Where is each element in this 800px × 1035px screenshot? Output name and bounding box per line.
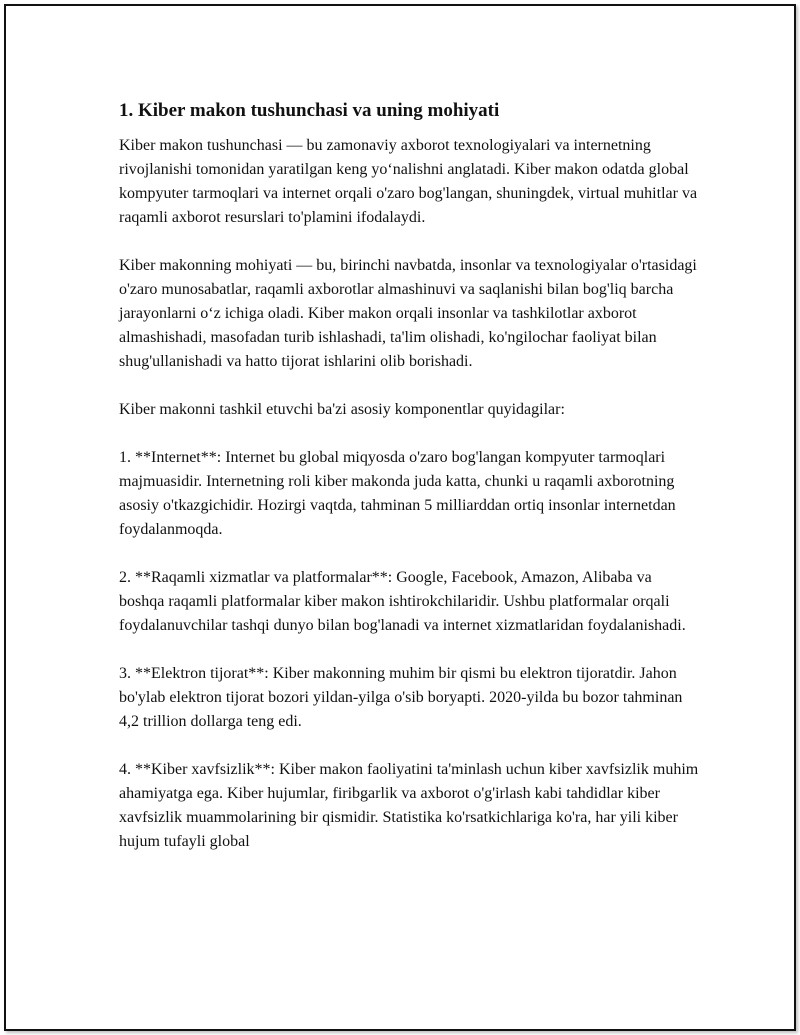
list-item-e-commerce: 3. **Elektron tijorat**: Kiber makonning muhim bir qismi bu elektron tijoratdir. Jahon bo'ylab elektron tijorat bozori yildan-yilga o'sib boryapti. 2020-yilda bu bozor tahminan 4,2 trillion dollarga teng edi. — [119, 665, 683, 730]
list-item-cybersecurity: 4. **Kiber xavfsizlik**: Kiber makon faoliyatini ta'minlash uchun kiber xavfsizlik muhim ahamiyatga ega. Kiber hujumlar, firibgarlik va axborot o'g'irlash kabi tahdidlar kiber xavfsizlik muammolarining bir qismidir. Statistika ko'rsatkichlariga ko'ra, har yili kiber hujum tufayli global — [119, 761, 699, 850]
document-body — [119, 98, 699, 878]
paragraph-definition: Kiber makon tushunchasi — bu zamonaviy axborot texnologiyalari va internetning rivojlanishi tomonidan yaratilgan keng yo‘nalishni anglatadi. Kiber makon odatda global kompyuter tarmoqlari va internet orqali o'zaro bog'langan, shuningdek, virtual muhitlar va raqamli axborot resurslari to'plamini ifodalaydi. — [119, 137, 698, 226]
list-item-digital-services: 2. **Raqamli xizmatlar va platformalar**: Google, Facebook, Amazon, Alibaba va boshqa raqamli platformalar kiber makon ishtirokchilaridir. Ushbu platformalar orqali foydalanuvchilar tashqi dunyo bilan bog'lanadi va internet xizmatlaridan foydalanishadi. — [119, 569, 686, 634]
document-page — [4, 4, 796, 1031]
list-item-internet: 1. **Internet**: Internet bu global miqyosda o'zaro bog'langan kompyuter tarmoqlari majmuasidir. Internetning roli kiber makonda juda katta, chunki u raqamli axborotning asosiy o'tkazgichidir. Hozirgi vaqtda, tahminan 5 milliarddan ortiq insonlar internetdan foydalanmoqda. — [119, 449, 676, 538]
paragraph-essence: Kiber makonning mohiyati — bu, birinchi navbatda, insonlar va texnologiyalar o'rtasidagi o'zaro munosabatlar, raqamli axborotlar almashinuvi va saqlanishi bilan bog'liq barcha jarayonlarni o‘z ichiga oladi. Kiber makon orqali insonlar va tashkilotlar axborot almashishadi, masofadan turib ishlashadi, ta'lim olishadi, ko'ngilochar faoliyat bilan shug'ullanishadi va hatto tijorat ishlarini olib borishadi. — [119, 257, 697, 370]
paragraph-components-intro: Kiber makonni tashkil etuvchi ba'zi asosiy komponentlar quyidagilar: — [119, 401, 565, 418]
section-heading: 1. Kiber makon tushunchasi va uning mohiyati — [119, 100, 500, 121]
